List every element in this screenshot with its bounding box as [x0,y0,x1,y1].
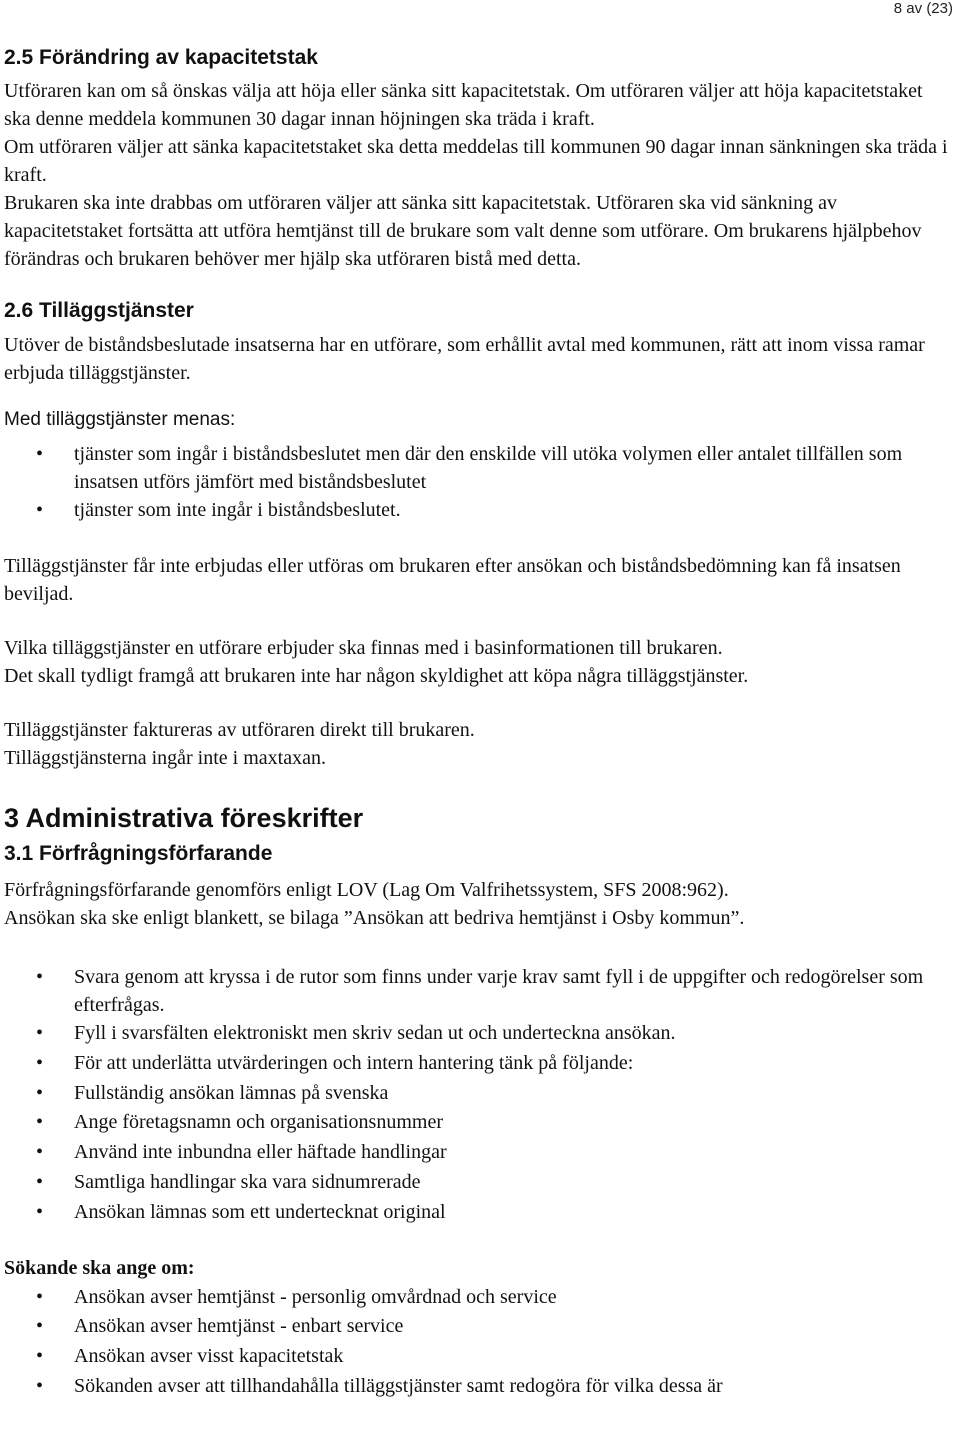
list-item [36,1312,949,1342]
application-instructions-list [4,963,949,1228]
paragraph-lov: Förfrågningsförfarande genomförs enligt LOV (Lag Om Valfrihetssystem, SFS 2008:962). [4,879,729,901]
bullet-icon: • [36,1022,44,1044]
list-item-text: Ansökan avser visst kapacitetstak [74,1345,344,1368]
heading-3-1: 3.1 Förfrågningsförfarande [4,842,273,865]
list-item-text: Ansökan lämnas som ett undertecknat original [74,1200,446,1223]
list-item [36,1049,949,1079]
bullet-icon: • [36,1285,44,1308]
paragraph-client-impact: Brukaren ska inte drabbas om utföraren väljer att sänka sitt kapacitetstak. Utföraren ska vid sänkning av kapacitetstaket fortsätta att utföra hemtjänst till de brukare som valt denne som utförare. Om brukarens hjälpbehov förändras och brukaren behöver mer hjälp ska utföraren bistå med detta. [4,192,922,270]
bullet-icon: • [36,1345,44,1368]
list-item [36,1198,949,1228]
list-item-text: tjänster som inte ingår i biståndsbeslutet. [74,499,401,521]
applicant-label: Sökande ska ange om: [4,1256,195,1279]
paragraph-invoicing: Tilläggstjänster faktureras av utföraren direkt till brukaren. [4,719,475,741]
paragraph-capacity-lower: Om utföraren väljer att sänka kapacitetstaket ska detta meddelas till kommunen 90 dagar innan sänkningen ska träda i kraft. [4,136,948,186]
list-item-text: Ansökan avser hemtjänst - enbart service [74,1315,404,1338]
paragraph-basic-info: Vilka tilläggstjänster en utförare erbjuder ska finnas med i basinformationen till brukaren. [4,637,723,659]
list-item [36,496,949,524]
bullet-icon: • [36,1200,44,1223]
bullet-icon: • [36,499,44,521]
paragraph-maxtaxa: Tilläggstjänsterna ingår inte i maxtaxan. [4,747,326,769]
bullet-icon: • [36,966,44,988]
list-item-text: Ansökan avser hemtjänst - personlig omvårdnad och service [74,1285,557,1308]
list-item [36,1342,949,1372]
list-item-text: Ange företagsnamn och organisationsnummer [74,1111,443,1134]
list-item [36,1138,949,1168]
list-item [36,963,949,1019]
page-number: 8 av (23) [893,0,953,17]
paragraph-additional-services-meaning: Med tilläggstjänster menas: [4,409,236,430]
paragraph-additional-services-intro: Utöver de biståndsbeslutade insatserna har en utförare, som erhållit avtal med kommunen, rätt att inom vissa ramar erbjuda tilläggstjänster. [4,334,925,384]
document-body [4,44,949,1402]
bullet-icon: • [36,1170,44,1193]
paragraph-no-obligation: Det skall tydligt framgå att brukaren inte har någon skyldighet att köpa några tilläggstjänster. [4,665,749,687]
list-item-text: Svara genom att kryssa i de rutor som finns under varje krav samt fyll i de uppgifter och redogörelser som efterfrågas. [74,966,924,1016]
list-item-text: För att underlätta utvärderingen och intern hantering tänk på följande: [74,1051,634,1074]
list-item [36,1372,949,1402]
list-item-text: tjänster som ingår i biståndsbeslutet men där den enskilde vill utöka volymen eller antalet tillfällen som insatsen utförs jämfört med biståndsbeslutet [74,443,903,493]
bullet-icon: • [36,1374,44,1397]
paragraph-capacity-raise: Utföraren kan om så önskas välja att höja eller sänka sitt kapacitetstak. Om utföraren väljer att höja kapacitetstaket ska denne meddela kommunen 30 dagar innan höjningen ska träda i kraft. [4,80,923,130]
list-item [36,1079,949,1109]
list-item-text: Sökanden avser att tillhandahålla tilläggstjänster samt redogöra för vilka dessa är [74,1374,723,1397]
bullet-icon: • [36,1141,44,1164]
list-item-text: Samtliga handlingar ska vara sidnumrerade [74,1170,421,1193]
bullet-icon: • [36,1081,44,1104]
heading-3: 3 Administrativa föreskrifter [4,803,364,833]
applicant-options-list [4,1283,949,1402]
list-item [36,1108,949,1138]
heading-2-6: 2.6 Tilläggstjänster [4,299,194,322]
paragraph-not-offered: Tilläggstjänster får inte erbjudas eller utföras om brukaren efter ansökan och biståndsbedömning kan få insatsen beviljad. [4,555,901,605]
list-item [36,1168,949,1198]
list-item [36,440,949,496]
additional-services-list [4,440,949,524]
list-item [36,1283,949,1313]
paragraph-application-form: Ansökan ska ske enligt blankett, se bilaga ”Ansökan att bedriva hemtjänst i Osby kommun”. [4,907,745,929]
list-item-text: Fullständig ansökan lämnas på svenska [74,1081,389,1104]
bullet-icon: • [36,443,44,465]
list-item [36,1019,949,1049]
bullet-icon: • [36,1315,44,1338]
list-item-text: Fyll i svarsfälten elektroniskt men skriv sedan ut och underteckna ansökan. [74,1022,676,1044]
bullet-icon: • [36,1051,44,1074]
bullet-icon: • [36,1111,44,1134]
list-item-text: Använd inte inbundna eller häftade handlingar [74,1141,447,1164]
heading-2-5: 2.5 Förändring av kapacitetstak [4,46,318,69]
